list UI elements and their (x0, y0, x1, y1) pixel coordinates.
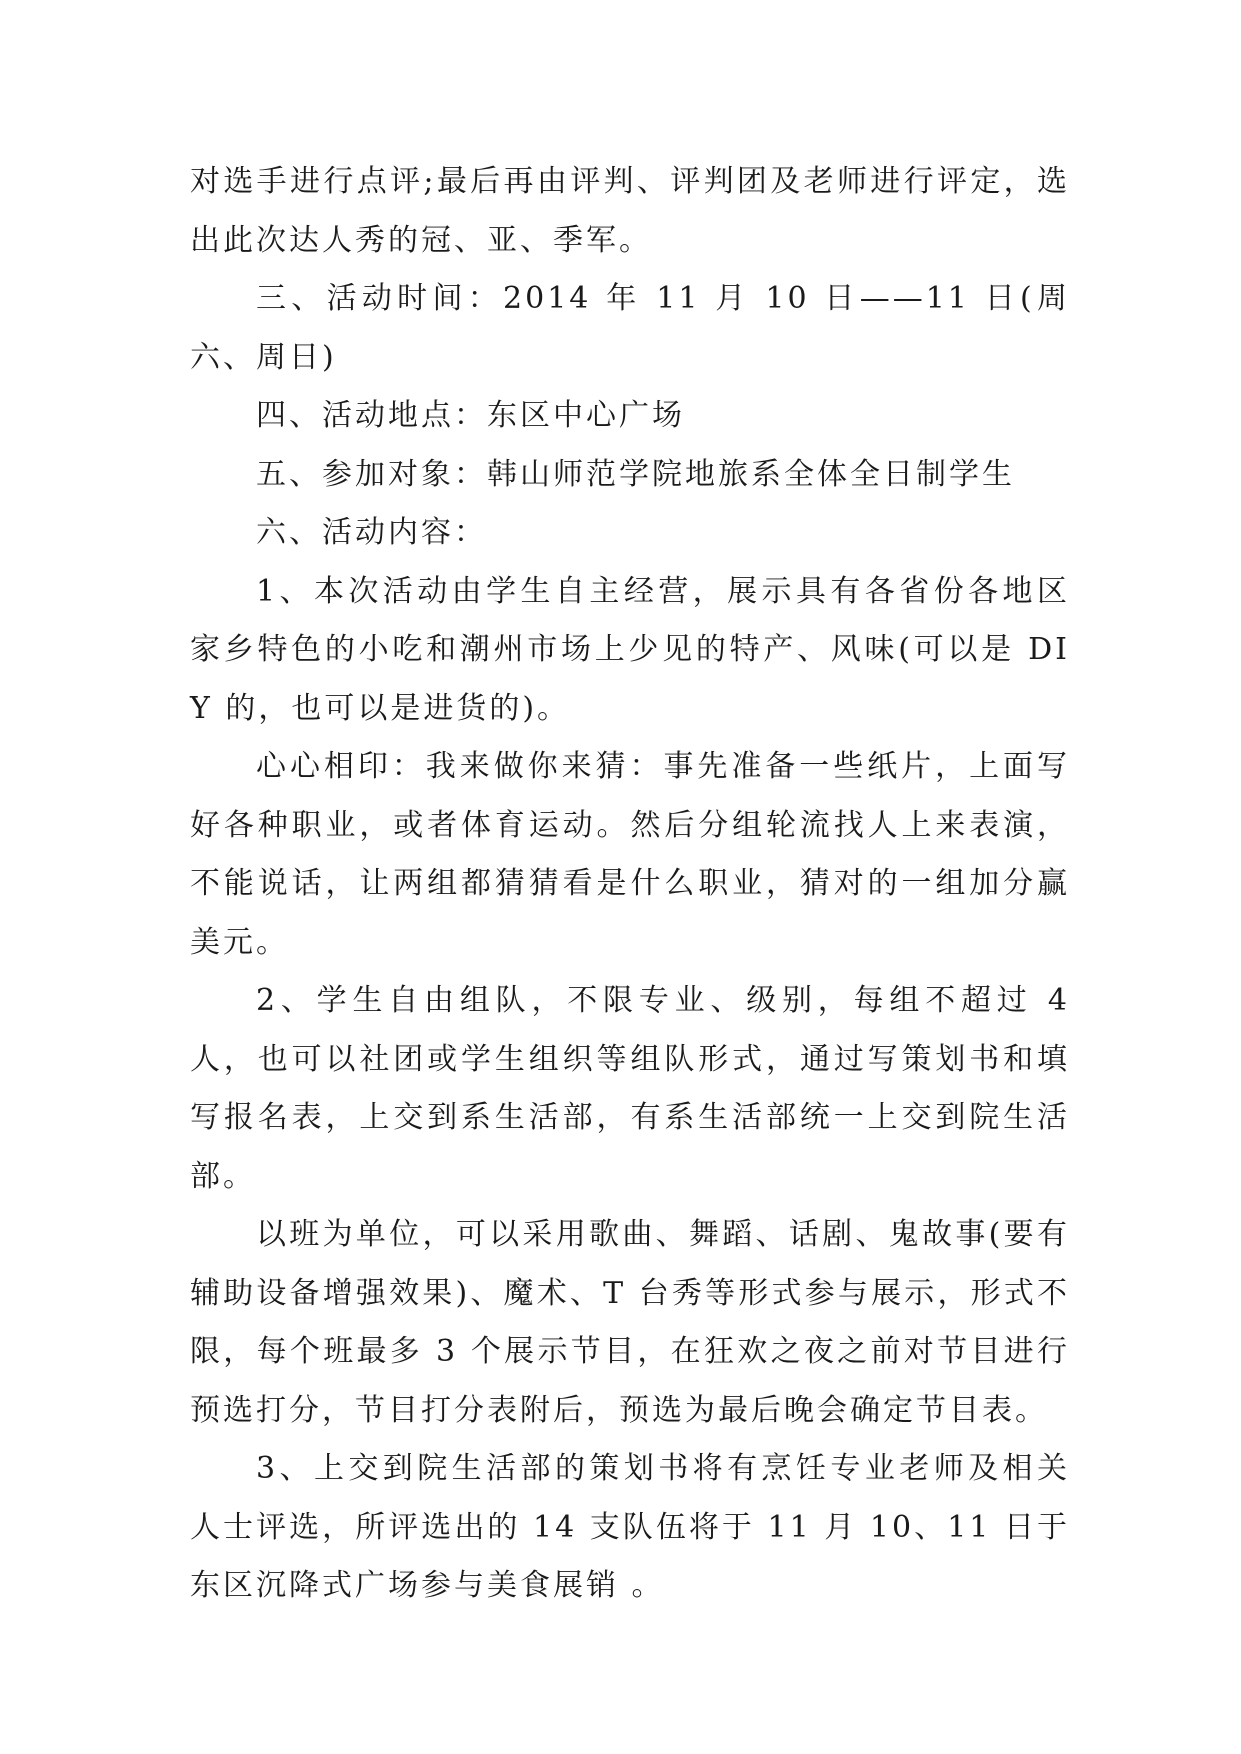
paragraph-participants: 五、参加对象：韩山师范学院地旅系全体全日制学生 (256, 456, 1015, 492)
paragraph-activity-content-heading: 六、活动内容： (256, 515, 487, 550)
paragraph-item-1: 1、本次活动由学生自主经营，展示具有各省份各地区家乡特色的小吃和潮州市场上少见的特产、风味(可以是 DIY 的，也可以是进货的)。 (190, 573, 1070, 726)
paragraph-activity-time: 三、活动时间：2014 年 11 月 10 日——11 日(周六、周日) (190, 281, 1070, 375)
paragraph-guessing-game: 心心相印：我来做你来猜：事先准备一些纸片，上面写好各种职业，或者体育运动。然后分组轮流找人上来表演，不能说话，让两组都猜猜看是什么职业，猜对的一组加分赢美元。 (190, 749, 1070, 960)
paragraph-item-2: 2、学生自由组队，不限专业、级别，每组不超过 4 人，也可以社团或学生组织等组队形式，通过写策划书和填写报名表，上交到系生活部，有系生活部统一上交到院生活部。 (190, 983, 1070, 1194)
paragraph-judging-continuation: 对选手进行点评;最后再由评判、评判团及老师进行评定，选出此次达人秀的冠、亚、季军。 (190, 164, 1070, 258)
document-body (190, 153, 1070, 1616)
paragraph-item-3: 3、上交到院生活部的策划书将有烹饪专业老师及相关人士评选，所评选出的 14 支队伍将于 11 月 10、11 日于东区沉降式广场参与美食展销 。 (190, 1451, 1070, 1603)
paragraph-activity-location: 四、活动地点：东区中心广场 (256, 398, 685, 433)
paragraph-class-performance: 以班为单位，可以采用歌曲、舞蹈、话剧、鬼故事(要有辅助设备增强效果)、魔术、T 台秀等形式参与展示，形式不限，每个班最多 3 个展示节目，在狂欢之夜之前对节目进行预选打分，节目打分表附后，预选为最后晚会确定节目表。 (190, 1217, 1070, 1428)
